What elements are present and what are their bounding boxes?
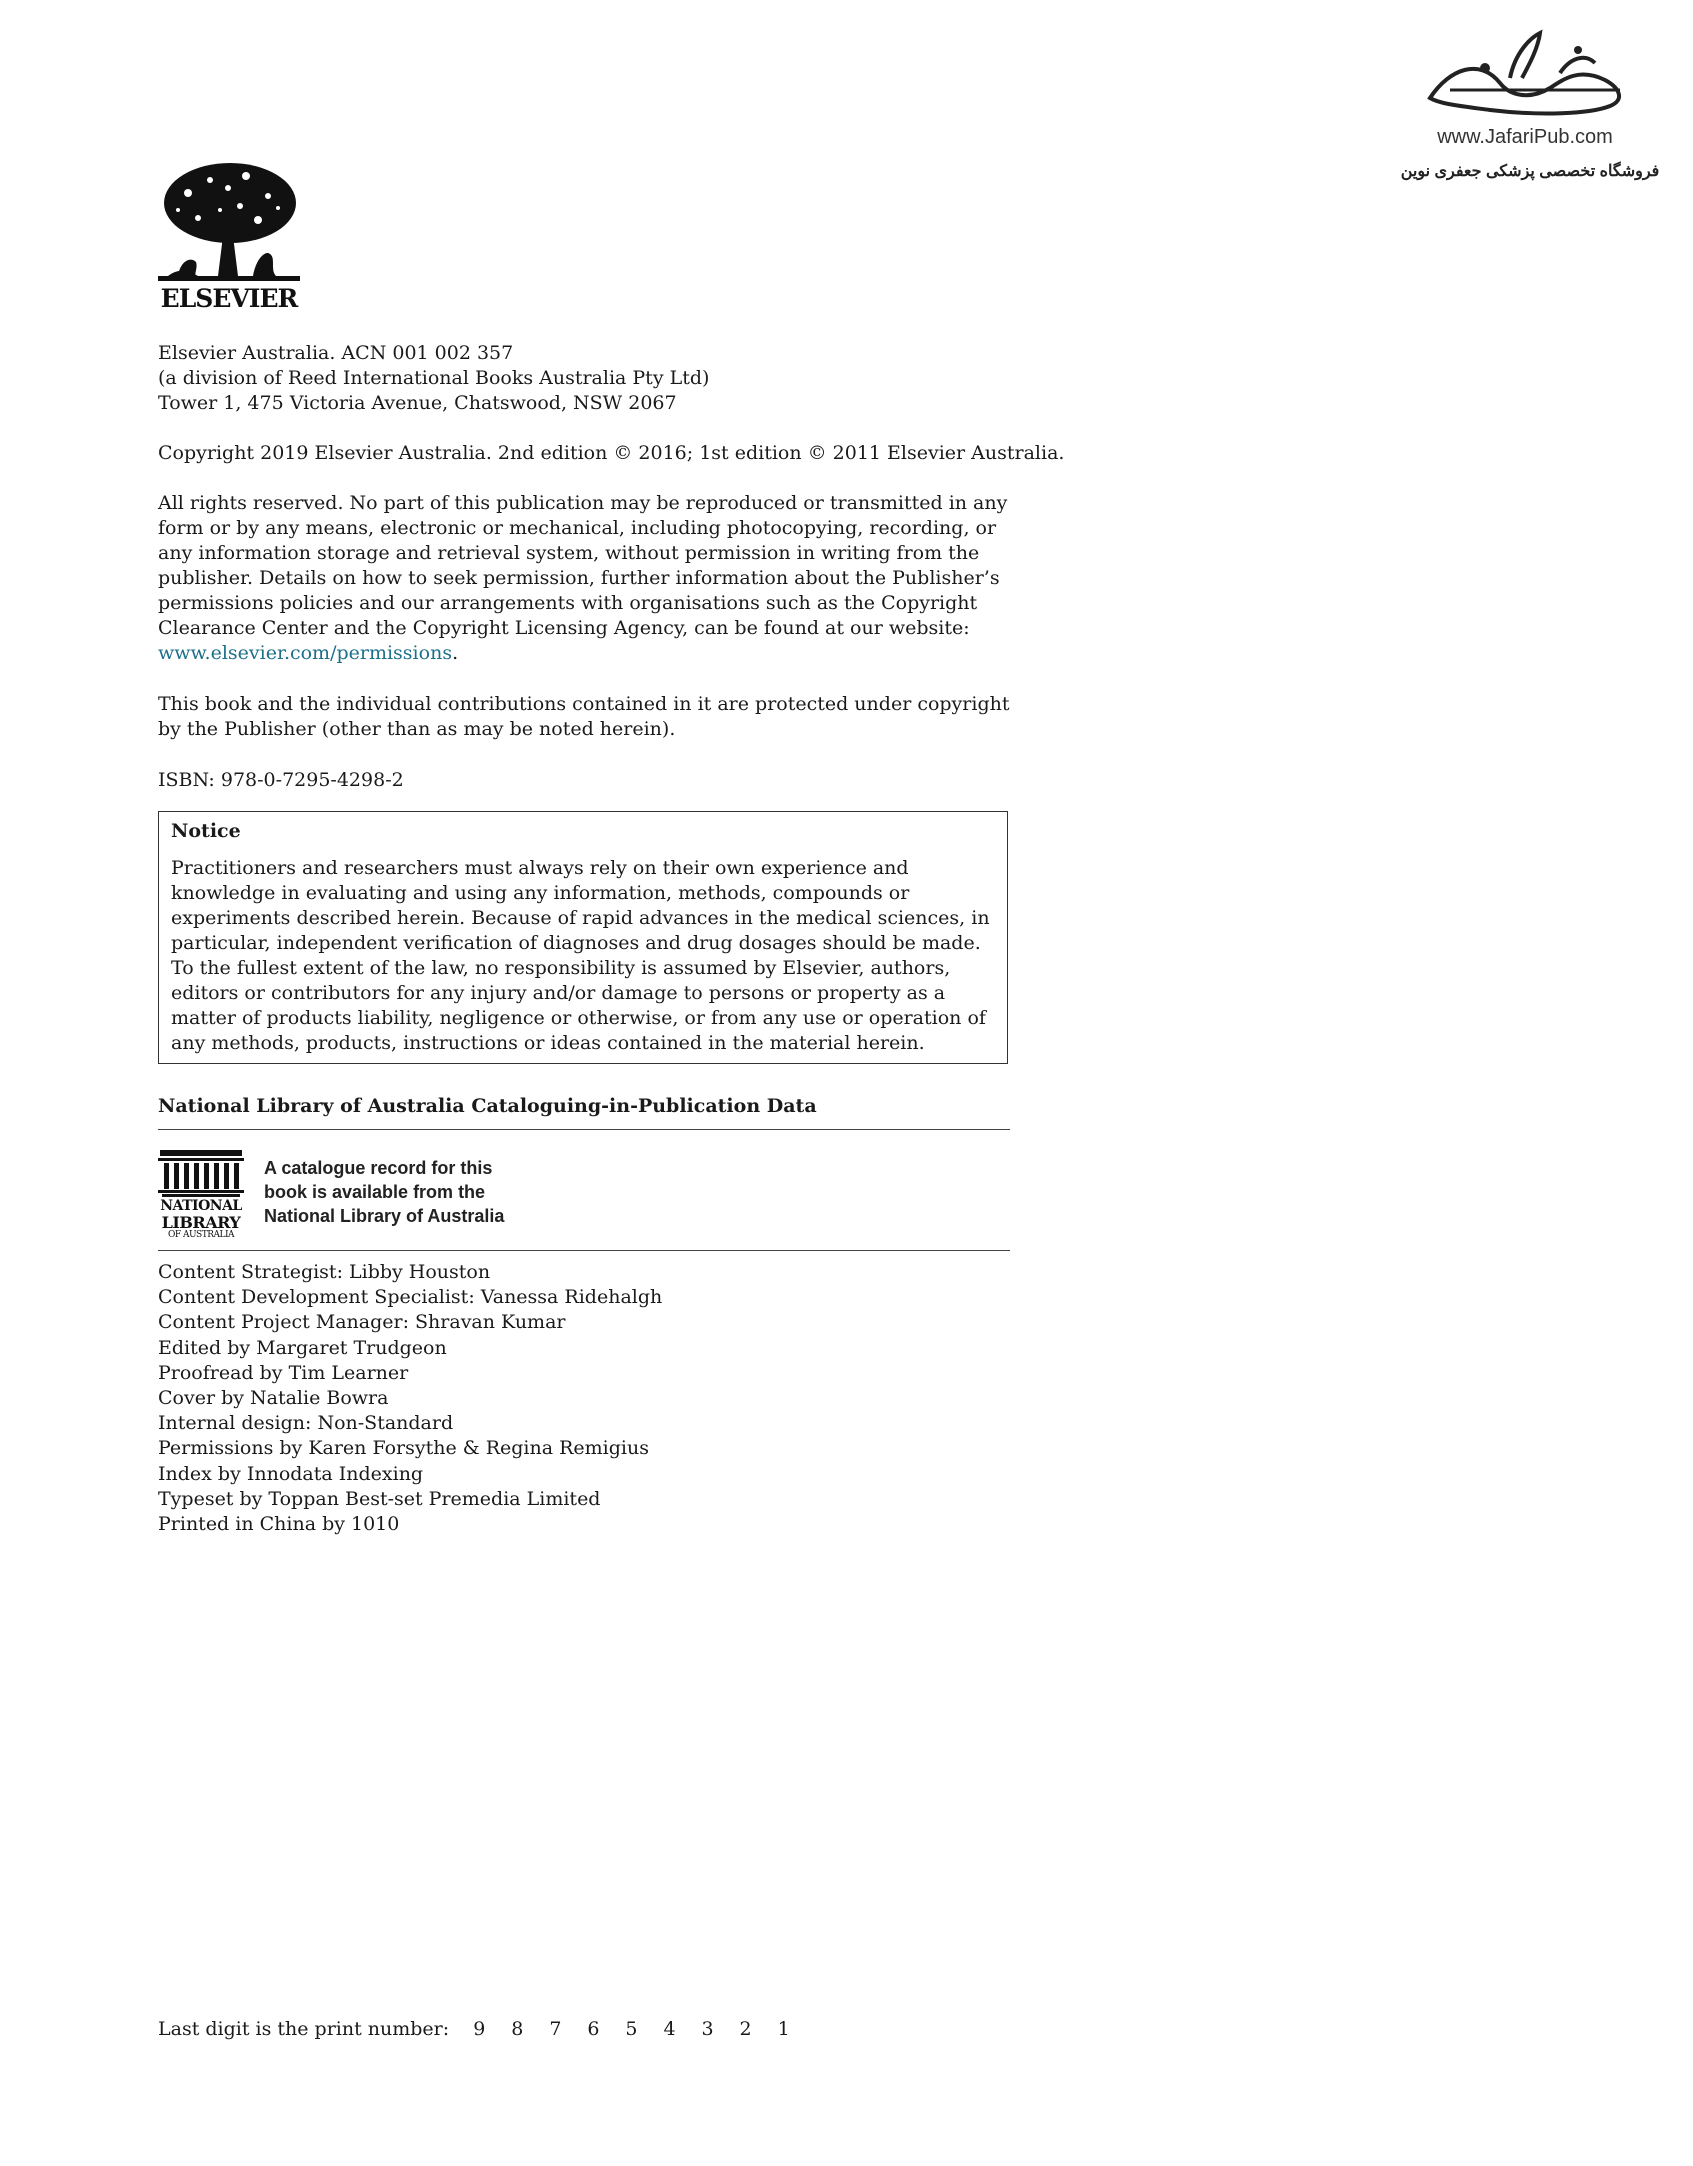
nla-record-line: book is available from the <box>264 1182 486 1202</box>
nla-logo <box>158 1148 244 1238</box>
credit-line: Permissions by Karen Forsythe & Regina Remigius <box>158 1437 649 1460</box>
nla-logo-line: LIBRARY <box>161 1213 241 1232</box>
protection-paragraph: This book and the individual contributions contained in it are protected under copyright by the Publisher (other than as may be noted herein). <box>158 693 1010 740</box>
rights-paragraph <box>158 491 1010 666</box>
elsevier-logo <box>158 158 300 314</box>
print-number-label: Last digit is the print number: <box>158 2018 450 2040</box>
credit-line: Cover by Natalie Bowra <box>158 1387 389 1410</box>
divider <box>158 1250 1010 1251</box>
library-building-icon <box>158 1148 244 1198</box>
elsevier-tree-icon <box>158 158 300 283</box>
rights-end: . <box>452 642 459 664</box>
nla-catalogue-record <box>264 1156 504 1228</box>
notice-body: Practitioners and researchers must always rely on their own experience and knowledge in evaluating and using any information, methods, compounds or experiments described herein. Because of rapid advances in the medical sciences, in particular, independent verification of diagnoses and drug dosages should be made. To the fullest extent of the law, no responsibility is assumed by Elsevier, authors, editors or contributors for any injury and/or damage to persons or property as a matter of products liability, negligence or otherwise, or from any use or operation of any methods, products, instructions or ideas contained in the material herein. <box>171 857 990 1054</box>
divider <box>158 1129 1010 1130</box>
credit-line: Printed in China by 1010 <box>158 1513 400 1536</box>
credit-line: Edited by Margaret Trudgeon <box>158 1336 447 1359</box>
print-digit: 3 <box>701 2018 714 2040</box>
watermark-url: www.JafariPub.com <box>1437 126 1613 148</box>
print-digit: 5 <box>625 2018 638 2040</box>
nla-record-line: National Library of Australia <box>264 1206 505 1226</box>
print-digit: 9 <box>473 2018 486 2040</box>
print-digits <box>473 2018 809 2040</box>
credit-line: Typeset by Toppan Best-set Premedia Limited <box>158 1487 601 1510</box>
print-digit: 8 <box>511 2018 524 2040</box>
production-credits <box>158 1260 662 1537</box>
notice-title: Notice <box>171 820 241 842</box>
nla-logo-line: OF AUSTRALIA <box>167 1230 235 1240</box>
print-digit: 7 <box>549 2018 562 2040</box>
address-line: Elsevier Australia. ACN 001 002 357 <box>158 342 514 364</box>
address-line: (a division of Reed International Books Australia Pty Ltd) <box>158 367 710 389</box>
notice-box <box>158 811 1008 1064</box>
print-digit: 4 <box>663 2018 676 2040</box>
publisher-address <box>158 341 1010 416</box>
credit-line: Content Development Specialist: Vanessa Ridehalgh <box>158 1286 663 1309</box>
credit-line: Index by Innodata Indexing <box>158 1462 424 1485</box>
print-digit: 1 <box>777 2018 790 2040</box>
print-digit: 6 <box>587 2018 600 2040</box>
rights-text: All rights reserved. No part of this publication may be reproduced or transmitted in any form or by any means, electronic or mechanical, including photocopying, recording, or any information storage and retrieval system, without permission in writing from the publisher. Details on how to seek permission, further information about the Publisher’s permissions policies and our arrangements with organisations such as the Copyright Clearance Center and the Copyright Licensing Agency, can be found at our website: <box>158 492 1008 639</box>
jafaripub-calligraphy-logo <box>1390 28 1660 123</box>
print-digit: 2 <box>739 2018 752 2040</box>
permissions-link[interactable]: www.elsevier.com/permissions <box>158 642 453 664</box>
copyright-line: Copyright 2019 Elsevier Australia. 2nd edition © 2016; 1st edition © 2011 Elsevier Australia. <box>158 442 1065 464</box>
watermark-tagline: فروشگاه تخصصی پزشکی جعفری نوین <box>1400 163 1660 180</box>
credit-line: Internal design: Non-Standard <box>158 1412 454 1435</box>
nla-logo-line: NATIONAL <box>160 1198 242 1214</box>
nla-record-line: A catalogue record for this <box>264 1158 493 1178</box>
nla-heading: National Library of Australia Cataloguing-in-Publication Data <box>158 1095 817 1117</box>
elsevier-wordmark: ELSEVIER <box>160 284 298 313</box>
isbn: ISBN: 978-0-7295-4298-2 <box>158 769 404 791</box>
credit-line: Proofread by Tim Learner <box>158 1361 409 1384</box>
jafaripub-watermark <box>1390 28 1660 198</box>
credit-line: Content Strategist: Libby Houston <box>158 1261 491 1283</box>
credit-line: Content Project Manager: Shravan Kumar <box>158 1311 566 1334</box>
address-line: Tower 1, 475 Victoria Avenue, Chatswood, NSW 2067 <box>158 392 677 414</box>
print-number-line <box>158 2018 810 2040</box>
